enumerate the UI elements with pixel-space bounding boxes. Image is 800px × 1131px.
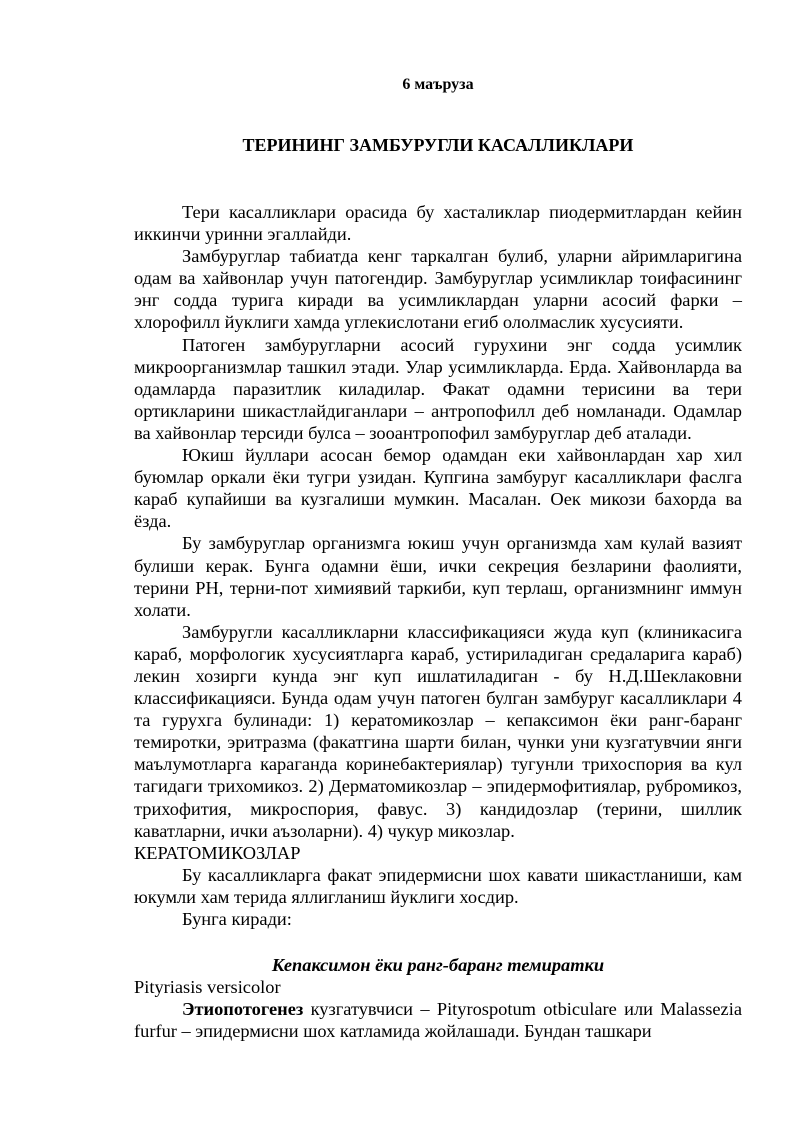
etiology-text: кузгатувчиси – Pityrospotum otbiculare или Malassezia furfur – эпидермисни шох катламида жойлашади. Бундан ташкари bbox=[134, 999, 742, 1042]
paragraph: Бу касалликларга факат эпидермисни шох кавати шикастланиши, кам юкумли хам терида яллигланиш йуклиги хосдир. bbox=[134, 864, 742, 907]
etiology-term: Этиопотогенез bbox=[182, 999, 304, 1020]
subsection-heading: Кепаксимон ёки ранг-баранг темиратки bbox=[271, 955, 605, 976]
paragraph: Бу замбуруглар организмга юкиш учун организмда хам кулай вазият булиши керак. Бунга одамни ёши, ички секреция безларини фаолияти, терини PH, терни-пот химиявий таркиби, куп терлаш, организмнинг иммун холати. bbox=[134, 533, 742, 620]
section-heading: КЕРАТОМИКОЗЛАР bbox=[134, 842, 301, 863]
lecture-number: 6 маъруза bbox=[402, 76, 474, 93]
latin-disease-name: Pityriasis versicolor bbox=[134, 977, 281, 998]
paragraph: Патоген замбуругларни асосий гурухини энг содда усимлик микроорганизмлар ташкил этади. Улар усимликларда. Ерда. Хайвонларда ва одамларда паразитлик киладилар. Факат одамни терисини ва тери ортикларини шикастлайдиганлари – антропофилл деб номланади. Одамлар ва хайвонлар терсиди булса – зооантропофил замбуруглар деб аталади. bbox=[134, 334, 742, 443]
document-body bbox=[134, 201, 742, 1042]
etiology-paragraph bbox=[134, 998, 742, 1042]
paragraph: Юкиш йуллари асосан бемор одамдан еки хайвонлардан хар хил буюмлар оркали ёки тугри узидан. Купгина замбуруг касалликлари фаслга караб купайиши ва кузгалиши мумкин. Масалан. Оек микози бахорда ва ёзда. bbox=[134, 445, 742, 532]
paragraph: Бунга киради: bbox=[182, 909, 292, 929]
paragraph: Замбуругли касалликларни классификацияси жуда куп (клиникасига караб, морфологик хусусиятларга караб, устириладиган средаларига караб) лекин хозирги кунда энг куп ишлатиладиган - бу Н.Д.Шеклаковни классификацияси. Бунда одам учун патоген булган замбуруг касалликлари 4 та гурухга булинади: 1) кератомикозлар – кепаксимон ёки ранг-баранг темиротки, эритразма (факатгина шарти билан, чунки уни кузгатувчии янги маълумотларга караганда коринебактериялар) тугунли трихоспория ва кул тагидаги трихомикоз. 2) Дерматомикозлар – эпидермофитиялар, рубромикоз, трихофития, микроспория, фавус. 3) кандидозлар (терини, шиллик каватларни, ички аъзоларни). 4) чукур микозлар. bbox=[134, 621, 742, 841]
paragraph: Замбуруглар табиатда кенг таркалган булиб, уларни айримларигина одам ва хайвонлар учун патогендир. Замбуруглар усимликлар тоифасининг энг содда турига киради ва усимликлардан уларни асосий фарки – хлорофилл йуклиги хамда углекислотани егиб ололмаслик хусусияти. bbox=[134, 246, 742, 333]
page-title: ТЕРИНИНГ ЗАМБУРУГЛИ КАСАЛЛИКЛАРИ bbox=[242, 135, 634, 155]
paragraph: Тери касалликлари орасида бу хасталиклар пиодермитлардан кейин иккинчи уринни эгаллайди. bbox=[134, 202, 742, 245]
